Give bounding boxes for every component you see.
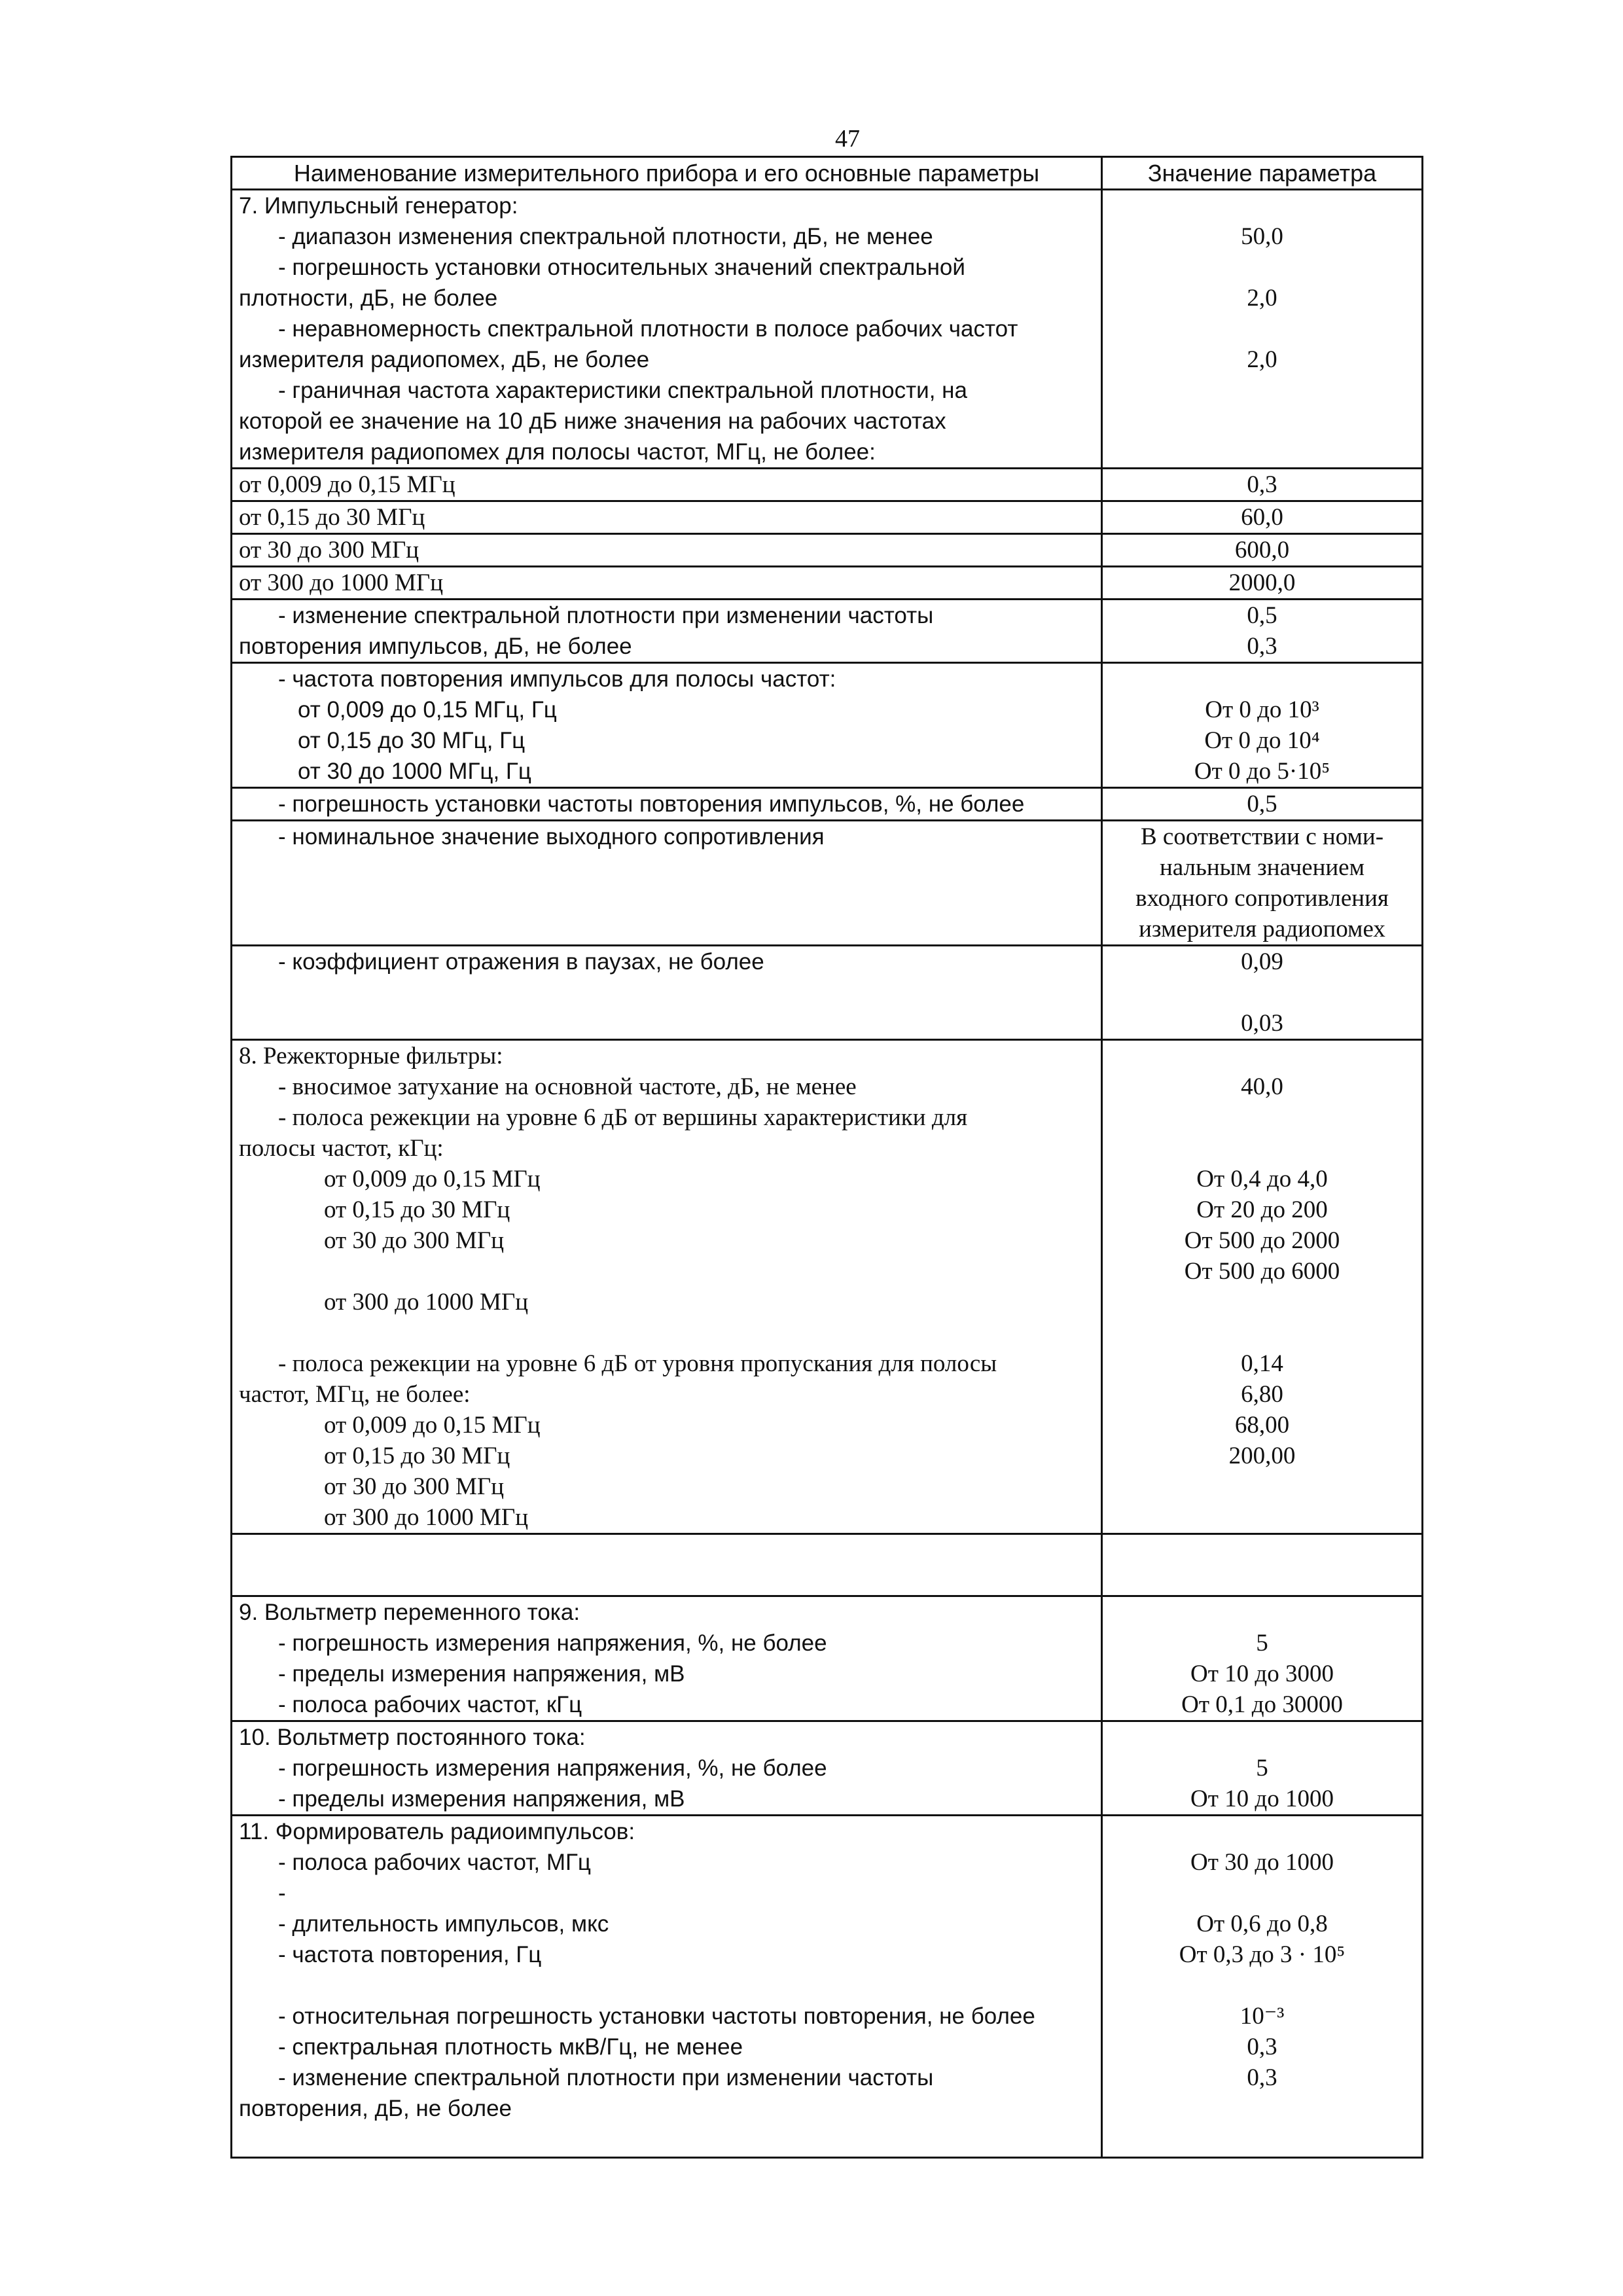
section-9-cell (232, 1596, 1102, 1721)
range-label: от 0,15 до 30 МГц, Гц (298, 728, 526, 753)
param-value: входного сопротивления (1135, 885, 1389, 912)
param-value: 0,03 (1241, 1010, 1283, 1037)
param-value: 0,5 (1102, 788, 1423, 821)
range-label: от 30 до 300 МГц (324, 1473, 505, 1500)
range-value: 0,3 (1102, 469, 1423, 501)
section-11-cell (232, 1816, 1102, 2158)
section-7-title: 7. Импульсный генератор: (239, 193, 518, 219)
range-value: От 0,4 до 4,0 (1196, 1166, 1328, 1193)
table-row (232, 1721, 1423, 1816)
param-text: - диапазон изменения спектральной плотности, дБ, не менее (278, 224, 933, 249)
range-value: 68,00 (1234, 1412, 1290, 1439)
table-row (232, 788, 1423, 821)
range-label: от 0,009 до 0,15 МГц, Гц (298, 697, 557, 723)
param-value: 0,5 (1247, 602, 1277, 629)
param-text: - спектральная плотность мкВ/Гц, не менее (278, 2034, 743, 2060)
section-8-values (1102, 1040, 1423, 1534)
param-value: нальным значением (1159, 854, 1365, 881)
section-11-values (1102, 1816, 1423, 2158)
table-row (232, 663, 1423, 788)
section-7-cell (232, 190, 1102, 469)
param-text: - коэффициент отражения в паузах, не более (278, 949, 764, 975)
param-value: 5 (1256, 1630, 1268, 1657)
param-value: 0,3 (1247, 2034, 1277, 2060)
param-value: 2,0 (1247, 346, 1277, 373)
param-value-cell (1102, 663, 1423, 788)
range-label: от 30 до 300 МГц (324, 1227, 505, 1254)
param-value: 0,3 (1247, 2064, 1277, 2091)
param-value: От 0,3 до 3 · 10⁵ (1179, 1941, 1346, 1968)
param-text: - граничная частота характеристики спектральной плотности, на (278, 378, 967, 403)
param-cell (232, 788, 1102, 821)
param-text: - пределы измерения напряжения, мВ (278, 1786, 685, 1812)
param-text: - длительность импульсов, мкс (278, 1911, 609, 1937)
table-row (232, 501, 1423, 534)
param-value: От 10 до 3000 (1190, 1660, 1334, 1687)
param-value-cell (1102, 821, 1423, 946)
range-value: 6,80 (1241, 1381, 1283, 1408)
range-label: от 300 до 1000 МГц (324, 1504, 529, 1531)
param-text: повторения, дБ, не более (239, 2096, 512, 2121)
range-label: от 30 до 1000 МГц, Гц (298, 759, 531, 784)
param-text: - полоса режекции на уровне 6 дБ от вершины характеристики для (278, 1104, 968, 1131)
range-value: 200,00 (1228, 1443, 1296, 1469)
section-10-title: 10. Вольтметр постоянного тока: (239, 1725, 586, 1750)
table-row (232, 821, 1423, 946)
section-11-title: 11. Формирователь радиоимпульсов: (239, 1819, 635, 1844)
section-9-title: 9. Вольтметр переменного тока: (239, 1600, 580, 1625)
param-text: плотности, дБ, не более (239, 285, 498, 311)
param-text: - относительная погрешность установки частоты повторения, не более (278, 2003, 1035, 2029)
range-value: 2000,0 (1102, 567, 1423, 600)
param-text: частот, МГц, не более: (239, 1381, 471, 1408)
param-text: - пределы измерения напряжения, мВ (278, 1661, 685, 1687)
param-text: - вносимое затухание на основной частоте, дБ, не менее (278, 1073, 857, 1100)
param-cell (232, 600, 1102, 663)
param-value: В соответствии с номи- (1140, 823, 1384, 850)
table-row (232, 946, 1423, 1040)
range-value: От 500 до 2000 (1184, 1227, 1340, 1254)
section-10-cell (232, 1721, 1102, 1816)
table-row (232, 469, 1423, 501)
param-value: 40,0 (1241, 1073, 1283, 1100)
range-value: 0,14 (1241, 1350, 1283, 1377)
section-7-values (1102, 190, 1423, 469)
range-label: от 30 до 300 МГц (232, 534, 1102, 567)
param-value: 0,09 (1241, 948, 1283, 975)
param-value: 10⁻³ (1240, 2003, 1285, 2030)
param-text: - (278, 1880, 286, 1906)
param-value: От 10 до 1000 (1190, 1785, 1334, 1812)
range-value: От 0 до 10³ (1205, 696, 1319, 723)
column-header-value: Значение параметра (1102, 157, 1423, 190)
parameters-table (230, 156, 1423, 2159)
range-value: От 500 до 6000 (1184, 1258, 1340, 1285)
param-text: полосы частот, кГц: (239, 1135, 444, 1162)
table-row (232, 1596, 1423, 1721)
param-text: - полоса режекции на уровне 6 дБ от уровня пропускания для полосы (278, 1350, 997, 1377)
table-row (232, 1040, 1423, 1534)
range-label: от 0,009 до 0,15 МГц (324, 1412, 541, 1439)
empty-cell (232, 1534, 1102, 1596)
range-value: От 0 до 5·10⁵ (1194, 758, 1330, 785)
param-text: - частота повторения, Гц (278, 1942, 542, 1967)
param-value-cell (1102, 600, 1423, 663)
param-value-cell (1102, 946, 1423, 1040)
table-header-row (232, 157, 1423, 190)
section-9-values (1102, 1596, 1423, 1721)
section-10-values (1102, 1721, 1423, 1816)
param-text: - полоса рабочих частот, кГц (278, 1692, 582, 1717)
param-value: От 0,1 до 30000 (1181, 1691, 1343, 1718)
range-label: от 300 до 1000 МГц (324, 1289, 529, 1316)
range-label: от 300 до 1000 МГц (232, 567, 1102, 600)
range-value: 600,0 (1102, 534, 1423, 567)
table-row (232, 190, 1423, 469)
param-value: 5 (1256, 1755, 1268, 1782)
range-label: от 0,15 до 30 МГц (232, 501, 1102, 534)
range-label: от 0,009 до 0,15 МГц (232, 469, 1102, 501)
param-text: - полоса рабочих частот, МГц (278, 1850, 591, 1875)
param-cell (232, 663, 1102, 788)
param-text: измерителя радиопомех, дБ, не более (239, 347, 650, 372)
param-value: От 0,6 до 0,8 (1196, 1910, 1328, 1937)
table-row (232, 567, 1423, 600)
page-number: 47 (835, 125, 860, 152)
param-value: От 30 до 1000 (1190, 1849, 1334, 1876)
param-text: которой ее значение на 10 дБ ниже значения на рабочих частотах (239, 408, 946, 434)
column-header-name: Наименование измерительного прибора и его основные параметры (232, 157, 1102, 190)
table-row (232, 1816, 1423, 2158)
range-label: от 0,009 до 0,15 МГц (324, 1166, 541, 1193)
range-value: 60,0 (1102, 501, 1423, 534)
table-row (232, 600, 1423, 663)
param-text: - частота повторения импульсов для полосы частот: (278, 666, 836, 692)
param-value: 50,0 (1241, 223, 1283, 250)
param-text: - погрешность установки относительных значений спектральной (278, 255, 965, 280)
range-value: От 0 до 10⁴ (1204, 727, 1320, 754)
param-text: - изменение спектральной плотности при изменении частоты (278, 2065, 934, 2090)
section-8-title: 8. Режекторные фильтры: (239, 1043, 503, 1069)
range-label: от 0,15 до 30 МГц (324, 1196, 510, 1223)
param-text: повторения импульсов, дБ, не более (239, 634, 632, 659)
param-text: - погрешность измерения напряжения, %, не более (278, 1630, 827, 1656)
param-text: - погрешность измерения напряжения, %, не более (278, 1755, 827, 1781)
range-label: от 0,15 до 30 МГц (324, 1443, 510, 1469)
table-row (232, 1534, 1423, 1596)
param-text: - неравномерность спектральной плотности в полосе рабочих частот (278, 316, 1018, 342)
param-cell (232, 821, 1102, 946)
param-cell (232, 946, 1102, 1040)
param-text: - погрешность установки частоты повторения импульсов, %, не более (278, 791, 1025, 817)
param-text: - изменение спектральной плотности при изменении частоты (278, 603, 934, 628)
param-value: измерителя радиопомех (1139, 916, 1385, 942)
param-value: 2,0 (1247, 285, 1277, 312)
table-row (232, 534, 1423, 567)
empty-cell (1102, 1534, 1423, 1596)
param-text: измерителя радиопомех для полосы частот, МГц, не более: (239, 439, 876, 465)
section-8-cell (232, 1040, 1102, 1534)
param-text: - номинальное значение выходного сопротивления (278, 824, 825, 850)
range-value: От 20 до 200 (1196, 1196, 1328, 1223)
param-value: 0,3 (1247, 633, 1277, 660)
